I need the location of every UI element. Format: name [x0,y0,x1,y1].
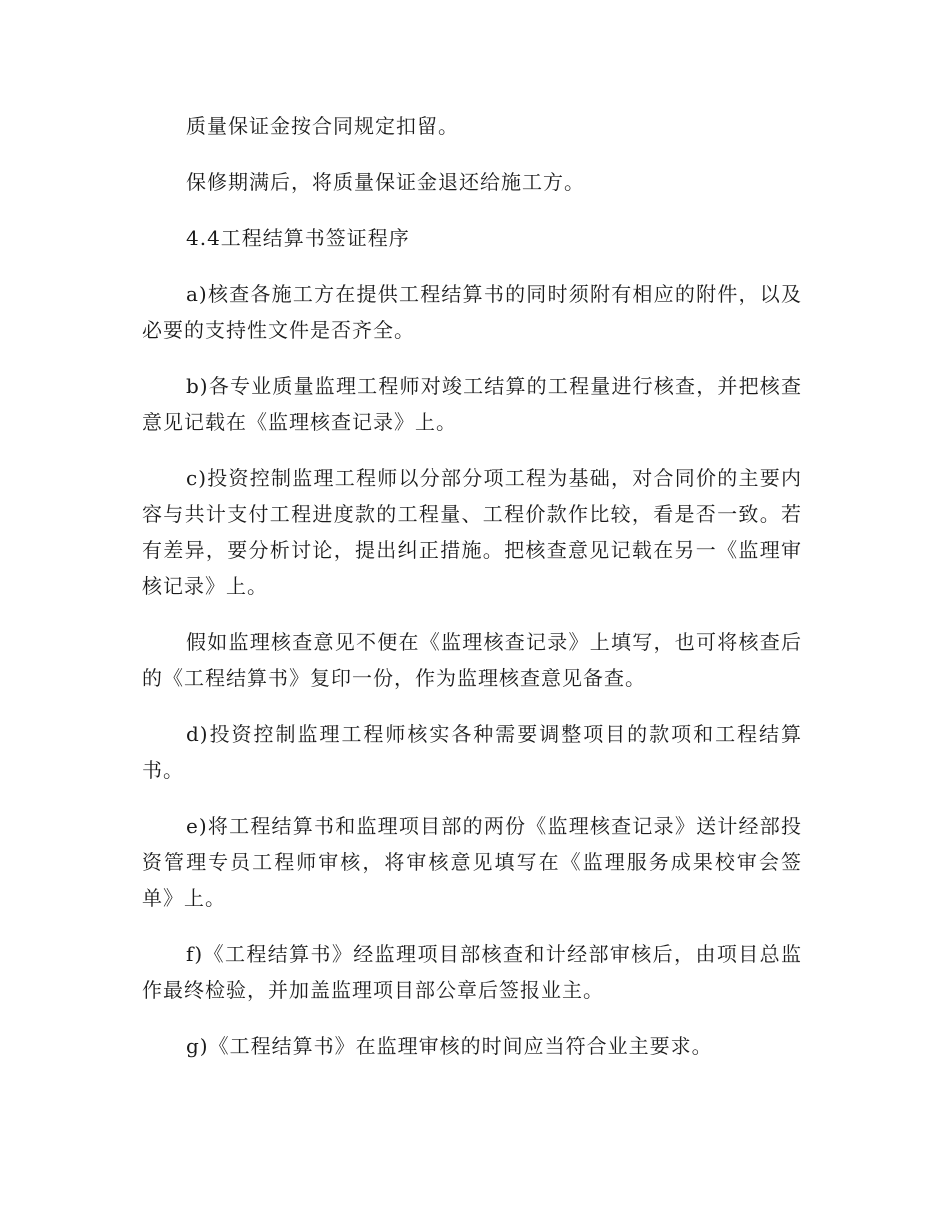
section-heading: 4.4工程结算书签证程序 [186,226,410,250]
paragraph-item-b: b)各专业质量监理工程师对竣工结算的工程量进行核查，并把核查意见记载在《监理核查记录》上。 [142,374,802,434]
paragraph-retention: 质量保证金按合同规定扣留。 [186,114,459,138]
paragraph-item-c: c)投资控制监理工程师以分部分项工程为基础，对合同价的主要内容与共计支付工程进度款的工程量、工程价款作比较，看是否一致。若有差异，要分析讨论，提出纠正措施。把核查意见记载在另一《监理审核记录》上。 [142,466,802,598]
document-body [142,108,802,1084]
paragraph-warranty-refund: 保修期满后，将质量保证金退还给施工方。 [186,170,585,194]
paragraph-item-d: d)投资控制监理工程师核实各种需要调整项目的款项和工程结算书。 [142,722,802,782]
paragraph-note: 假如监理核查意见不便在《监理核查记录》上填写，也可将核查后的《工程结算书》复印一份，作为监理核查意见备查。 [142,630,802,690]
paragraph-item-a: a)核查各施工方在提供工程结算书的同时须附有相应的附件，以及必要的支持性文件是否齐全。 [142,282,802,342]
paragraph-item-e: e)将工程结算书和监理项目部的两份《监理核查记录》送计经部投资管理专员工程师审核，将审核意见填写在《监理服务成果校审会签单》上。 [142,814,802,910]
paragraph-item-g: g)《工程结算书》在监理审核的时间应当符合业主要求。 [186,1034,713,1058]
paragraph-item-f: f)《工程结算书》经监理项目部核查和计经部审核后，由项目总监作最终检验，并加盖监理项目部公章后签报业主。 [142,942,802,1002]
